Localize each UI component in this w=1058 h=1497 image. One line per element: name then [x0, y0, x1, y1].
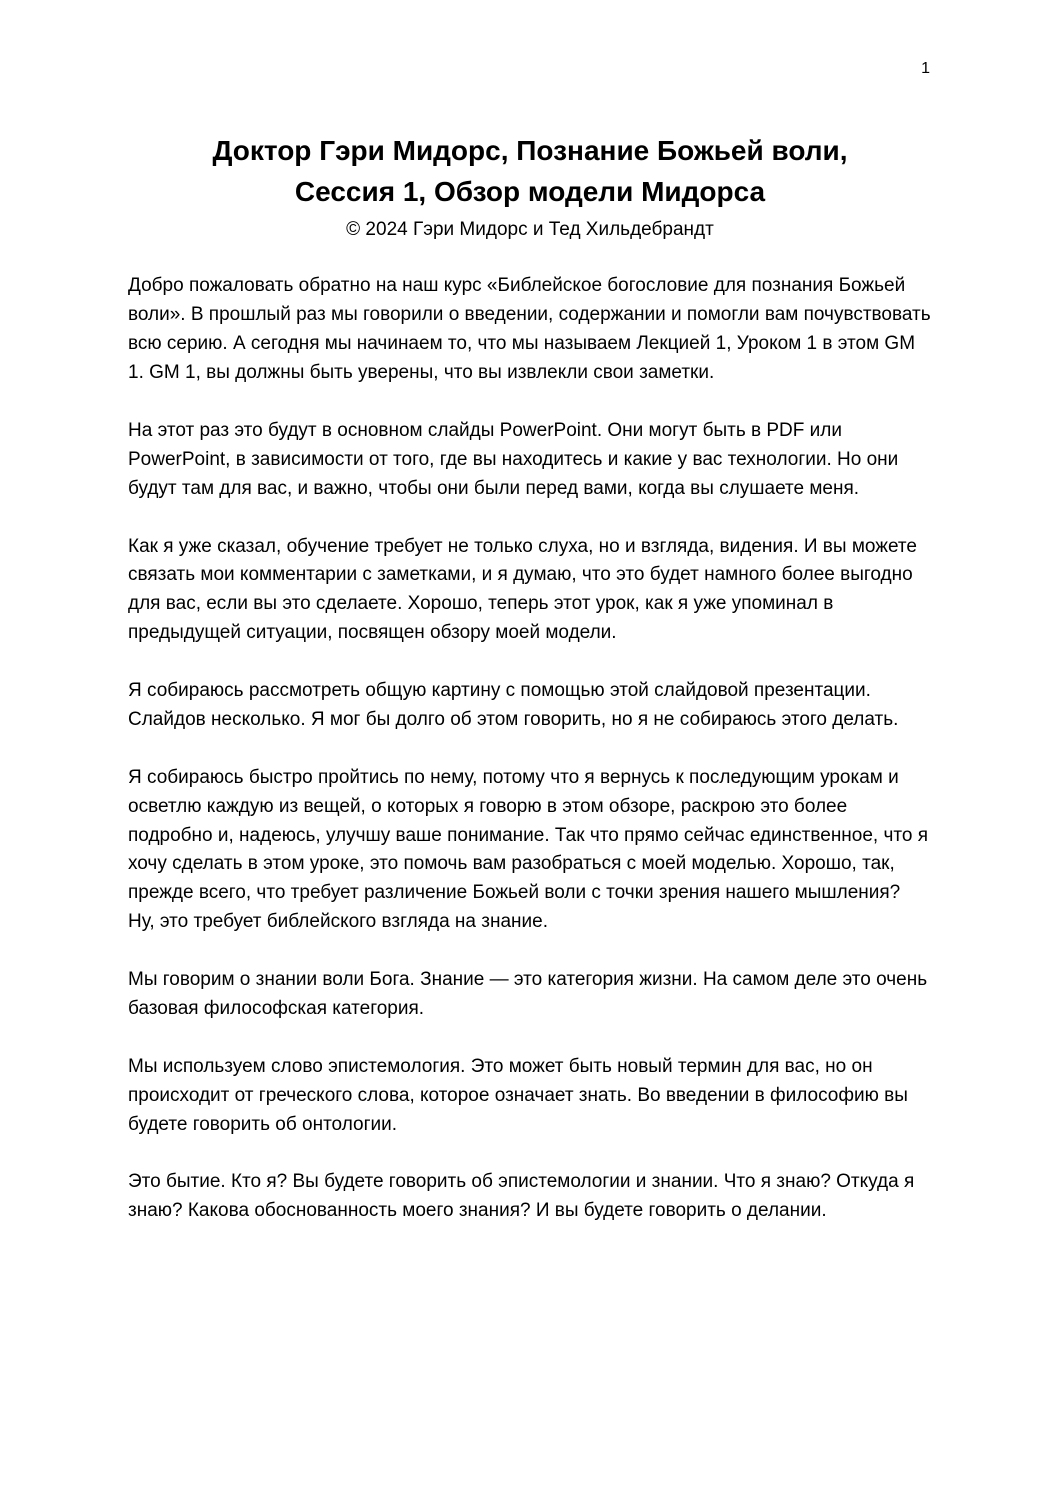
document-title: [128, 130, 932, 213]
paragraph: Мы говорим о знании воли Бога. Знание — это категория жизни. На самом деле это очень базовая философская категория.: [128, 969, 928, 1019]
paragraph: Мы используем слово эпистемология. Это может быть новый термин для вас, но он происходит от греческого слова, которое означает знать. Во введении в философию вы будете говорить об онтологии.: [128, 1055, 908, 1135]
copyright-line: © 2024 Гэри Мидорс и Тед Хильдебрандт: [346, 218, 714, 240]
title-line-2: Сессия 1, Обзор модели Мидорса: [294, 176, 766, 208]
paragraph: Я собираюсь рассмотреть общую картину с помощью этой слайдовой презентации. Слайдов несколько. Я мог бы долго об этом говорить, но я не собираюсь этого делать.: [128, 680, 899, 730]
paragraph: Добро пожаловать обратно на наш курс «Библейское богословие для познания Божьей воли». В прошлый раз мы говорили о введении, содержании и помогли вам почувствовать всю серию. А сегодня мы начинаем то, что мы называем Лекцией 1, Уроком 1 в этом GM 1. GM 1, вы должны быть уверены, что вы извлекли свои заметки.: [128, 275, 931, 384]
page-number: 1: [921, 60, 930, 77]
paragraph: Как я уже сказал, обучение требует не только слуха, но и взгляда, видения. И вы можете связать мои комментарии с заметками, и я думаю, что это будет намного более выгодно для вас, если вы это сделаете. Хорошо, теперь этот урок, как я уже упоминал в предыдущей ситуации, посвящен обзору моей модели.: [128, 535, 917, 644]
title-line-1: Доктор Гэри Мидорс, Познание Божьей воли,: [212, 135, 848, 166]
paragraph: Я собираюсь быстро пройтись по нему, потому что я вернусь к последующим урокам и осветлю каждую из вещей, о которых я говорю в этом обзоре, раскрою это более подробно и, надеюсь, улучшу ваше понимание. Так что прямо сейчас единственное, что я хочу сделать в этом уроке, это помочь вам разобраться с моей моделью. Хорошо, так, прежде всего, что требует различение Божьей воли с точки зрения нашего мышления? Ну, это требует библейского взгляда на знание.: [128, 766, 929, 933]
body-text: [128, 272, 932, 1226]
paragraph: На этот раз это будут в основном слайды PowerPoint. Они могут быть в PDF или PowerPoint, в зависимости от того, где вы находитесь и какие у вас технологии. Но они будут там для вас, и важно, чтобы они были перед вами, когда вы слушаете меня.: [128, 419, 899, 499]
paragraph: Это бытие. Кто я? Вы будете говорить об эпистемологии и знании. Что я знаю? Откуда я знаю? Какова обоснованность моего знания? И вы будете говорить о делании.: [128, 1171, 915, 1222]
page-content: [128, 130, 932, 1226]
